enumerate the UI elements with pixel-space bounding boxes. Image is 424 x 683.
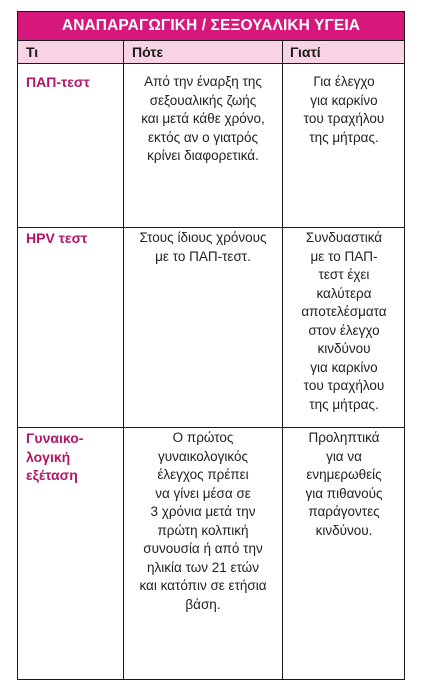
when-line: Ο πρώτος xyxy=(172,430,234,445)
why-line: Συνδυαστικά xyxy=(305,230,383,245)
why-line: του τραχήλου xyxy=(303,378,385,393)
why-line: κινδύνου. xyxy=(315,522,373,538)
table-row-1-when xyxy=(125,73,281,166)
row-divider-1 xyxy=(18,227,404,228)
why-line: καλύτερα xyxy=(316,285,372,301)
table-row-1-why xyxy=(284,73,404,147)
why-line: αποτελέσματα xyxy=(301,304,387,319)
when-line: έλεγχος πρέπει xyxy=(157,467,249,482)
why-line: με το ΠΑΠ- xyxy=(310,248,378,264)
column-divider-2 xyxy=(282,40,283,679)
why-line: για πιθανούς xyxy=(305,485,383,501)
when-line: κρίνει διαφορετικά. xyxy=(147,148,259,163)
when-line: γυναικολογικός xyxy=(158,448,248,464)
what-line: ΠΑΠ-τεστ xyxy=(26,74,90,90)
table-row-2-when xyxy=(125,229,281,266)
table-title: ΑΝΑΠΑΡΑΓΩΓΙΚΗ / ΣΕΞΟΥΑΛΙΚΗ ΥΓΕΙΑ xyxy=(18,12,404,40)
why-line: στον έλεγχο xyxy=(308,322,380,338)
table-row-1-what xyxy=(26,73,120,92)
table-row-3-what xyxy=(26,429,120,485)
table-row-3-why xyxy=(284,429,404,540)
when-line: σεξουαλικής ζωής xyxy=(149,92,257,108)
table-row-2-what xyxy=(26,229,120,248)
why-line: της μήτρας. xyxy=(309,396,379,412)
when-line: πρώτη κολπική xyxy=(157,522,249,538)
when-line: βάση. xyxy=(185,596,221,612)
when-line: συνουσία ή από την xyxy=(143,541,263,556)
what-line: HPV τεστ xyxy=(26,230,88,246)
table-row-3-when xyxy=(125,429,281,614)
when-line: και μετά κάθε χρόνο, xyxy=(141,111,265,126)
why-line: για να xyxy=(326,448,362,464)
column-header-when: Πότε xyxy=(132,44,164,60)
health-table xyxy=(17,11,405,680)
what-line: Γυναικο- xyxy=(26,430,84,446)
table-row-2-why xyxy=(284,229,404,414)
why-line: Για έλεγχο xyxy=(313,74,375,89)
why-line: για καρκίνο xyxy=(310,92,378,108)
why-line: ενημερωθείς xyxy=(306,467,382,482)
row-divider-2 xyxy=(18,427,404,428)
when-line: εκτός αν ο γιατρός xyxy=(147,129,258,145)
why-line: τεστ έχει xyxy=(318,267,370,282)
when-line: να γίνει μέσα σε xyxy=(155,485,251,501)
why-line: της μήτρας. xyxy=(309,129,379,145)
why-line: κινδύνου xyxy=(317,341,371,356)
column-header-row xyxy=(18,40,404,64)
what-line: λογική xyxy=(26,448,71,465)
why-line: Προληπτικά xyxy=(308,430,380,445)
column-header-why: Γιατί xyxy=(290,44,321,60)
why-line: για καρκίνο xyxy=(310,359,378,375)
when-line: Από την έναρξη της xyxy=(144,74,262,89)
when-line: 3 χρόνια μετά την xyxy=(150,504,256,519)
when-line: Στους ίδιους χρόνους xyxy=(139,230,267,245)
when-line: με το ΠΑΠ-τεστ. xyxy=(155,248,251,264)
when-line: ηλικία των 21 ετών xyxy=(147,559,259,575)
column-header-what: Τι xyxy=(26,44,39,60)
column-divider-1 xyxy=(123,40,124,679)
what-line: εξέταση xyxy=(26,467,78,483)
why-line: παράγοντες xyxy=(308,504,380,519)
when-line: και κατόπιν σε ετήσια xyxy=(139,578,267,593)
why-line: του τραχήλου xyxy=(303,111,385,126)
